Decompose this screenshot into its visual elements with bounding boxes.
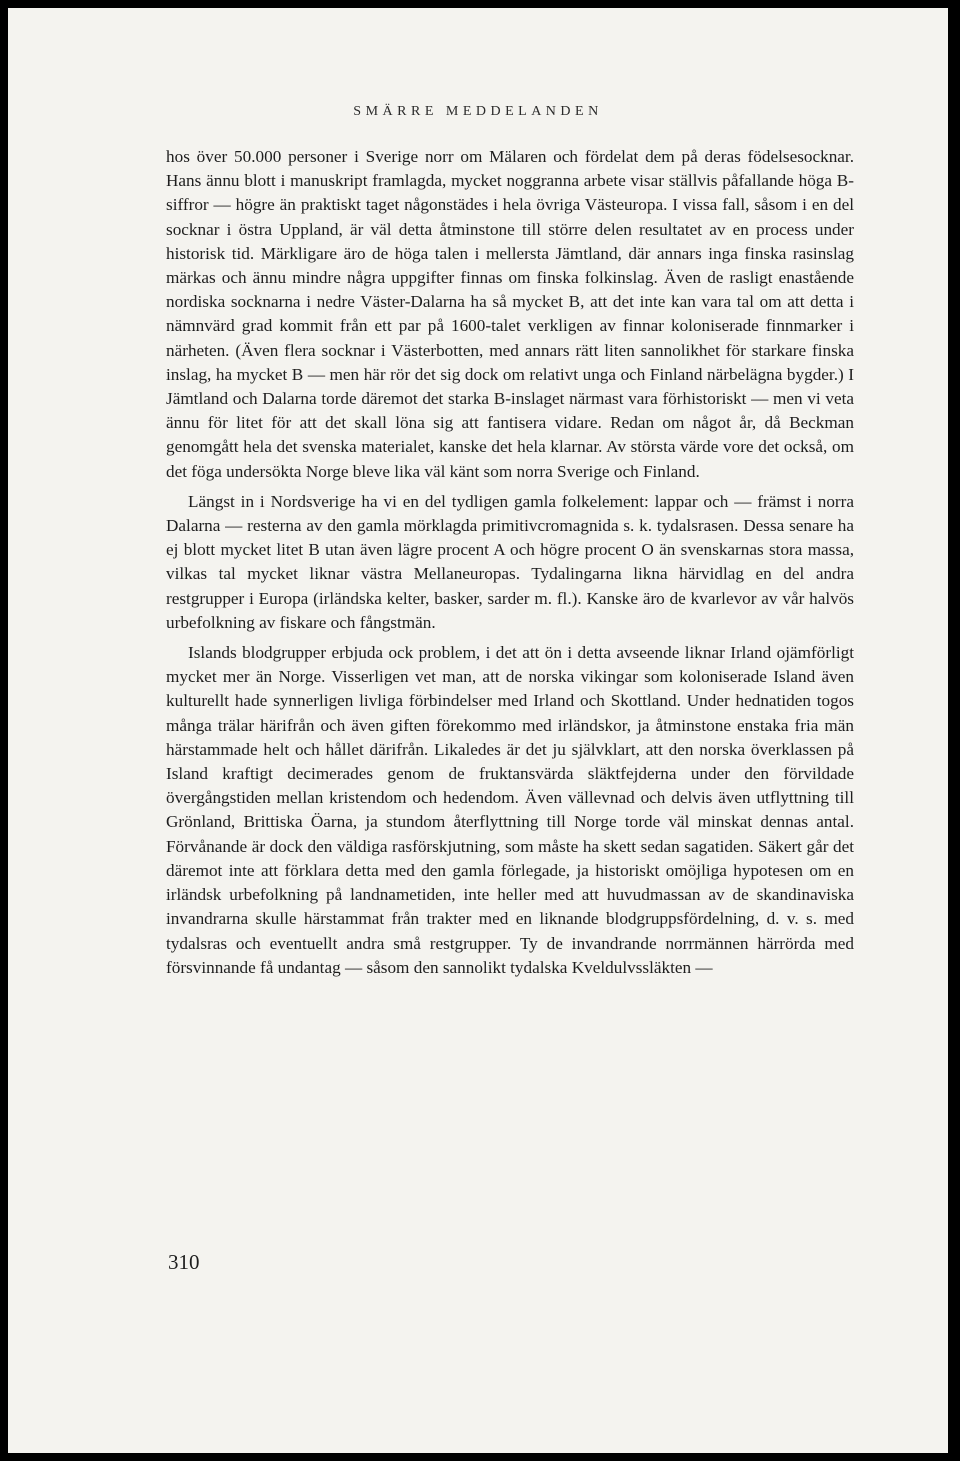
running-header: SMÄRRE MEDDELANDEN — [353, 104, 603, 119]
paragraph: Längst in i Nordsverige ha vi en del tydligen gamla folkelement: lappar och — främst i norra Dalarna — resterna av den gamla mörklagda primitivcromagnida s. k. tydalsrasen. Dessa senare ha ej blott mycket litet B utan även lägre procent A och högre procent O än svenskarnas stora massa, vilkas tal mycket liknar västra Mellaneuropas. Tydalingarna likna härvidlag en del andra restgrupper i Europa (irländska kelter, basker, sarder m. fl.). Kanske äro de kvarlevor av vår halvös urbefolkning av fiskare och fångstmän. — [166, 491, 854, 632]
body-text — [166, 145, 854, 980]
page-number: 310 — [168, 1250, 200, 1274]
paragraph: Islands blodgrupper erbjuda ock problem, i det att ön i detta avseende liknar Irland ojämförligt mycket mer än Norge. Visserligen vet man, att de norska vikingar som koloniserade Island även kulturellt hade synnerligen livliga förbindelser med Irland och Skottland. Under hednatiden togos många trälar härifrån och även giften förekommo med irländskor, ja åtminstone enstaka fria män härstammade helt och hållet därifrån. Likaledes är det ju självklart, att den norska överklassen på Island kraftigt decimerades genom de fruktansvärda släktfejderna under den förvildade övergångstiden mellan kristendom och hedendom. Även vällevnad och delvis även utflyttning till Grönland, Brittiska Öarna, ja stundom återflyttning till Norge torde väl minskat dennas antal. Förvånande är dock den väldiga rasförskjutning, som måste ha skett sedan sagatiden. Säkert går det däremot inte att förklara detta med den gamla förlegade, ja historiskt omöjliga hypotesen om en irländsk urbefolkning på landnametiden, inte heller med att huvudmassan av de skandinaviska invandrarna skulle härstammat från trakter med en liknande blodgruppsfördelning, d. v. s. med tydalsras och eventuellt andra små restgrupper. Ty de invandrande norrmännen härrörda med försvinnande få undantag — såsom den sannolikt tydalska Kveldulvssläkten — — [166, 643, 854, 977]
paragraph: hos över 50.000 personer i Sverige norr om Mälaren och fördelat dem på deras födelsesocknar. Hans ännu blott i manuskript framlagda, mycket noggranna arbete visar ställvis påfallande höga B-siffror — högre än praktiskt taget någonstädes i hela övriga Västeuropa. I vissa fall, såsom i en del socknar i östra Uppland, är väl detta åtminstone till större delen resultatet av en process under historisk tid. Märkligare äro de höga talen i mellersta Jämtland, där annars inga finska rasinslag märkas och ännu mindre några uppgifter finnas om finska folkinslag. Även de rasligt enastående nordiska socknarna i nedre Väster-Dalarna ha så mycket B, att det inte kan vara tal om att detta i nämnvärd grad kommit från ett par på 1600-talet verkligen av finnar koloniserade finnmarker i närheten. (Även flera socknar i Västerbotten, med annars rätt liten sannolikhet för starkare finska inslag, ha mycket B — men här rör det sig dock om relativt unga och Finland närbelägna bygder.) I Jämtland och Dalarna torde däremot det starka B-inslaget närmast vara förhistoriskt — men vi veta ännu för litet för att det skall löna sig att fantisera vidare. Redan om något år, då Beckman genomgått hela det svenska materialet, kanske det hela klarnar. Av största värde vore det också, om det föga undersökta Norge bleve lika väl känt som norra Sverige och Finland. — [166, 147, 854, 481]
book-page — [8, 8, 948, 1453]
